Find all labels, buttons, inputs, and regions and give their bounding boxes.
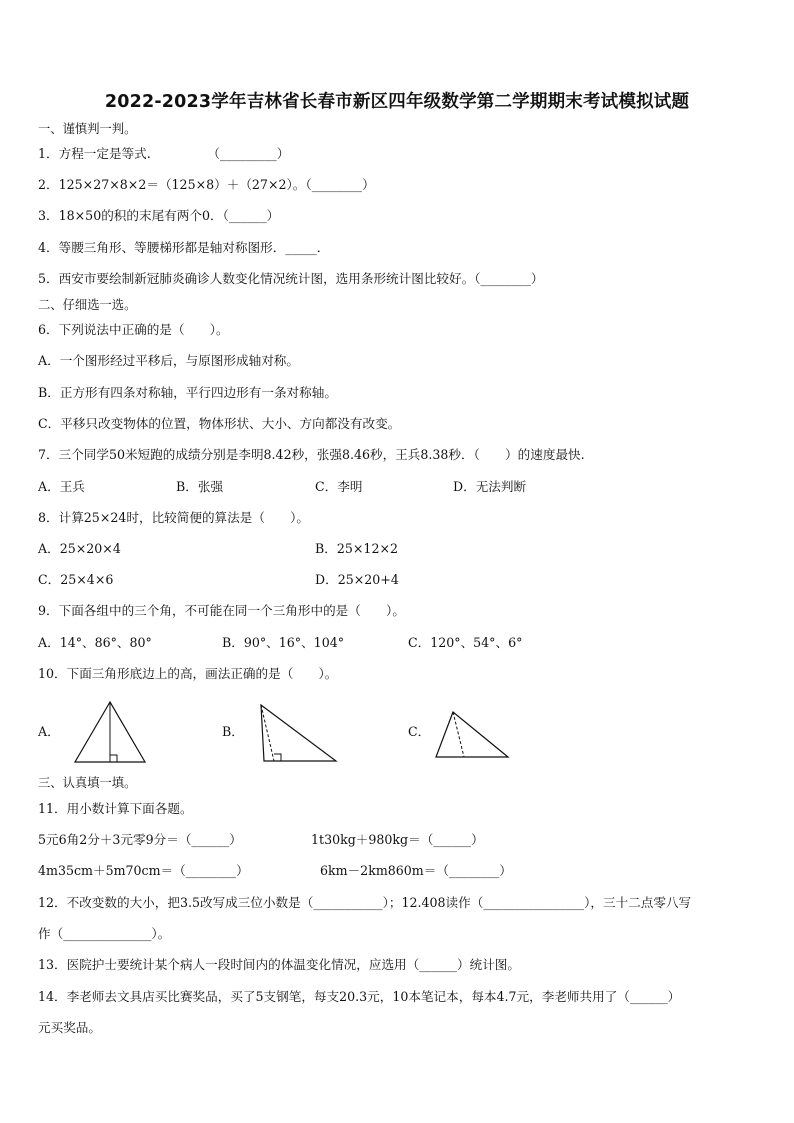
question-10-stem: 10．下面三角形底边上的高，画法正确的是（ ）。 — [38, 666, 338, 681]
question-6-option-c: C．平移只改变物体的位置，物体形状、大小、方向都没有改变。 — [38, 416, 401, 431]
question-9-option-b: B．90°、16°、104° — [222, 635, 345, 650]
question-8-option-b: B．25×12×2 — [315, 541, 399, 556]
question-7-option-a: A．王兵 — [38, 479, 85, 494]
triangle-a-figure — [72, 700, 148, 764]
question-11-item-c: 4m35cm＋5m70cm＝（________） — [38, 863, 249, 878]
question-6-option-b: B．正方形有四条对称轴，平行四边形有一条对称轴。 — [38, 385, 337, 400]
question-9-option-a: A．14°、86°、80° — [38, 635, 152, 650]
question-8-stem: 8．计算25×24时，比较简便的算法是（ ）。 — [38, 510, 310, 525]
question-10-option-c-label: C． — [408, 724, 431, 739]
question-14-line-2: 元买奖品。 — [38, 1020, 101, 1035]
question-7-option-c: C．李明 — [315, 479, 363, 494]
question-4: 4．等腰三角形、等腰梯形都是轴对称图形．_____． — [38, 240, 330, 255]
question-9-stem: 9．下面各组中的三个角，不可能在同一个三角形中的是（ ）。 — [38, 603, 405, 618]
question-10-option-a-label: A． — [38, 724, 60, 739]
question-8-option-c: C．25×4×6 — [38, 572, 114, 587]
triangle-c-figure — [434, 709, 512, 761]
question-5: 5．西安市要绘制新冠肺炎确诊人数变化情况统计图，选用条形统计图比较好。（________） — [38, 271, 544, 286]
question-6-stem: 6．下列说法中正确的是（ ）。 — [38, 322, 229, 337]
page-title: 2022-2023学年吉林省长春市新区四年级数学第二学期期末考试模拟试题 — [104, 92, 690, 112]
question-11-item-a: 5元6角2分＋3元零9分＝（______） — [38, 832, 242, 847]
question-2: 2．125×27×8×2＝（125×8）＋（27×2）。（________） — [38, 177, 375, 192]
question-13: 13．医院护士要统计某个病人一段时间内的体温变化情况，应选用（______）统计图。 — [38, 957, 520, 972]
question-3: 3．18×50的积的末尾有两个0．（______） — [38, 208, 280, 223]
question-11-item-d: 6km－2km860m＝（________） — [320, 863, 512, 878]
section-heading-fill: 三、认真填一填。 — [38, 776, 137, 790]
question-12-line-1: 12．不改变数的大小，把3.5改写成三位小数是（___________）；12.408读作（________________），三十二点零八写 — [38, 895, 692, 910]
question-9-option-c: C．120°、54°、6° — [408, 635, 523, 650]
question-1: 1．方程一定是等式. （_________） — [38, 146, 290, 161]
section-heading-choose: 二、仔细选一选。 — [38, 298, 137, 312]
triangle-b-figure — [258, 703, 340, 765]
section-heading-judge: 一、谨慎判一判。 — [38, 122, 137, 136]
question-10-option-b-label: B． — [222, 724, 244, 739]
question-8-option-a: A．25×20×4 — [38, 541, 121, 556]
question-11-stem: 11．用小数计算下面各题。 — [38, 801, 193, 816]
question-6-option-a: A．一个图形经过平移后，与原图形成轴对称。 — [38, 353, 299, 368]
question-8-option-d: D．25×20+4 — [315, 572, 399, 587]
question-12-line-2: 作（______________）。 — [38, 926, 171, 941]
question-14-line-1: 14．李老师去文具店买比赛奖品，买了5支钢笔，每支20.3元，10本笔记本，每本4.7元，李老师共用了（______） — [38, 989, 681, 1004]
question-7-stem: 7．三个同学50米短跑的成绩分别是李明8.42秒，张强8.46秒，王兵8.38秒．（ ）的速度最快. — [38, 447, 585, 462]
question-11-item-b: 1t30kg＋980kg＝（______） — [311, 832, 484, 847]
question-7-option-b: B．张强 — [176, 479, 224, 494]
question-7-option-d: D．无法判断 — [453, 479, 527, 494]
